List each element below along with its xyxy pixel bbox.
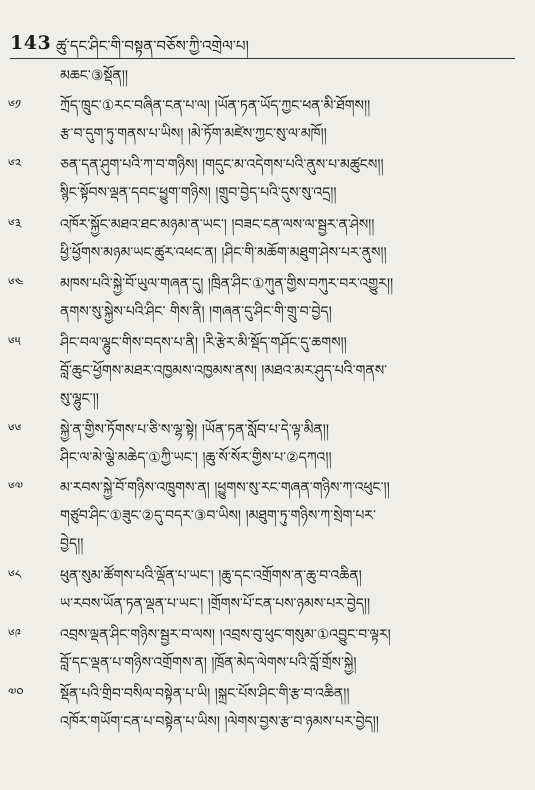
- verse-line: འཁོར་གཡོག་ངན་པ་བསྟེན་པ་ཡིས། །ལེགས་བྱས་རྩ་བ་ཉམས་པར་བྱེད།།: [60, 714, 379, 730]
- verse-number: ༦༥: [8, 335, 21, 350]
- verse-number: ༦༦: [8, 422, 22, 437]
- verse-line: ནགས་སུ་སྐྱེས་པའི་ཤིང་ གིས་ནི། །གཞན་དུ་ཤིང་གི་གྲུ་བ་བྱེད།: [60, 304, 332, 320]
- verse-line: མ་རབས་སྐྱེ་བོ་གཉིས་འཁྲུགས་ན། །ཕྱུགས་སུ་རང་གཞན་གཉིས་ཀ་འཕུང་།།: [60, 480, 390, 496]
- verse-line: བློ་དང་ལྡན་པ་གཉིས་འགྲོགས་ན། །ཁྲོན་མེད་ལེགས་པའི་བློ་གྲོས་སྐྱེ།: [60, 655, 357, 671]
- verse-number: ༦༣: [8, 217, 22, 232]
- verse-number: ༦༨: [8, 568, 22, 583]
- verse-line: ཕུན་སུམ་ཚོགས་པའི་ལྡོན་པ་ཡང་། །ཆུ་དང་འགྲོགས་ན་ཆུ་བ་འཆིན།: [60, 568, 362, 584]
- verse-line: ཀྲོད་ཁྲུང་①རང་བཞིན་ངན་པ་ལ། །ཡོན་ཏན་ཡོད་ཀྱང་ཕན་མི་ཐོགས།།: [60, 98, 371, 114]
- page-number: 143: [10, 32, 52, 54]
- verse-number: ༦༡: [8, 98, 22, 113]
- verse-number: ༦༢: [8, 157, 22, 172]
- verse-line: ཅན་དན་ཤུག་པའི་ཀ་བ་གཉིས། །གདུང་མ་འདེགས་པའི་ནུས་པ་མཚུངས།།: [60, 157, 384, 173]
- verse-number: ༦༩: [8, 627, 22, 642]
- verse-number: ༦༧: [8, 480, 24, 495]
- verse-line: སུ་ལྷུང་།།: [60, 391, 99, 407]
- verse-line: གཙུབ་ཤིང་①ཟུང་②དུ་བདར་③བ་ཡིས། །མཐུག་ཏུ་གཉིས་ཀ་སྲེག་པར་: [60, 508, 376, 524]
- running-title: ཚུ་དང་ཤིང་གི་བསྟན་བཅོས་ཀྱི་འགྲེལ་པ།: [56, 37, 249, 55]
- verse-line: རྩ་བ་དུག་ཏུ་གནས་པ་ཡིས། །མེ་ཏོག་མཛེས་ཀྱང་སུ་ལ་མཁོ།།: [60, 126, 327, 142]
- verse-line: ཡ་རབས་ཡོན་ཏན་ལྡན་པ་ཡང་། །གྲོགས་པོ་ངན་པས་ཉམས་པར་བྱེད།།: [60, 596, 371, 612]
- verse-line: བྱེད།།: [60, 536, 84, 552]
- verse-line: འབྲས་ལྡན་ཤིང་གཉིས་སྦྱར་བ་ལས། །འབྲས་བུ་ཕུང་གསུམ་①འབྱུང་བ་ལྟར།: [60, 627, 391, 643]
- verse-line: འཁོར་སྐྱོང་མཐའ་ཐང་མཉམ་ན་ཡང་། །བཟང་ངན་ལས་ལ་སྦྱར་ན་ཤེས།།: [60, 217, 375, 233]
- verse-line: སྐྱེ་ན་གྱིས་ཏོགས་པ་ཅི་ས་ལྷ་སྟེ། །ཡོན་ཏན་སློབ་པ་དེ་ལྟ་མིན།།: [60, 422, 330, 438]
- verse-line: མཁས་པའི་སྐྱེ་བོ་ཡུལ་གཞན་དུ། །ཁྲིན་ཤིང་①ཀུན་གྱིས་བཀུར་བར་འགྱུར།།: [60, 276, 394, 292]
- verse-line: མཆང་③སྡོན།།: [60, 68, 128, 84]
- verse-line: སྙིང་སྟོབས་ལྡན་དབང་ཕྱུག་གཉིས། །གྲུབ་བྱེད་པའི་དུས་སུ་འདྲ།།: [60, 185, 337, 201]
- verse-line: བློ་ཆུང་ཕྱོགས་མཐར་འཁྱམས་འཁྱམས་ནས། །མཐའ་མར་ཤུད་པའི་གནས་: [60, 363, 388, 379]
- verse-line: ཤིང་ལ་མེ་ལྕེ་མཆེད་①ཀྱི་ཡང་། །ཆུ་སོ་སོར་གྱིས་པ་②དཀའ།།: [60, 450, 332, 466]
- verse-number: ༦༤: [8, 276, 24, 291]
- verse-line: ཤིང་བལ་ལྷུང་གིས་བདས་པ་ནི། །རི་རྩེར་མི་སྡོད་གཤོང་དུ་ཆགས།།: [60, 335, 347, 351]
- verse-line: ཕྱི་ཕྱོགས་མཉམ་ཡང་ཚུར་འཕང་ན། །ཤིང་གི་མཆོག་མཐུག་ཤེས་པར་ནུས།།: [60, 245, 387, 261]
- page-header: [10, 28, 515, 59]
- verse-line: སྡོན་པའི་གྲིབ་བསིལ་བསྟེན་པ་ཡི། །སྐྲང་པོས་ཤིང་གི་རྩ་བ་འཆིན།།: [60, 686, 350, 702]
- verse-number: ༧༠: [8, 686, 24, 701]
